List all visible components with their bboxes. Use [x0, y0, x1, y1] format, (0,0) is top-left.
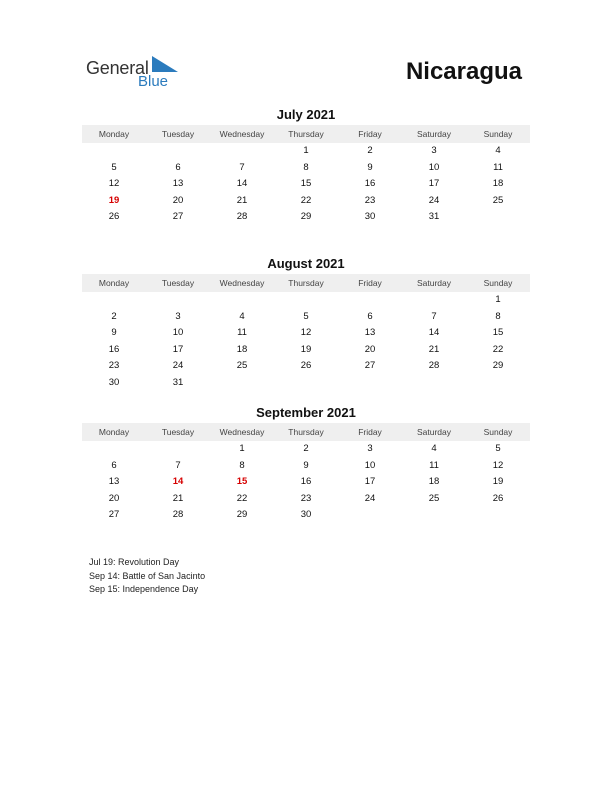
day-cell: 1 — [239, 443, 245, 454]
empty-day-cell — [146, 143, 210, 160]
day-cell: 8 — [303, 161, 309, 173]
day-cell: 6 — [367, 310, 373, 322]
week-row — [82, 375, 530, 392]
weekday-label: Wednesday — [219, 427, 265, 437]
week-row — [82, 193, 530, 210]
weekday-label: Sunday — [483, 129, 513, 139]
day-cell: 27 — [364, 360, 376, 371]
day-cell: 8 — [495, 310, 501, 322]
day-cell: 27 — [108, 509, 120, 520]
week-row — [82, 209, 530, 226]
day-cell: 3 — [367, 443, 373, 454]
holiday-day-cell: 14 — [172, 476, 184, 487]
day-cell: 23 — [108, 360, 120, 371]
week-row — [82, 491, 530, 508]
day-cell: 29 — [236, 509, 248, 520]
day-cell: 11 — [429, 459, 439, 471]
holiday-note: Jul 19: Revolution Day — [89, 557, 180, 567]
empty-day-cell — [82, 143, 146, 160]
weekday-header — [82, 125, 530, 143]
week-row — [82, 507, 530, 524]
weekday-label: Thursday — [288, 129, 324, 139]
day-cell: 29 — [300, 211, 312, 222]
day-cell: 2 — [367, 145, 373, 156]
day-cell: 18 — [492, 178, 504, 189]
month-grid — [82, 143, 530, 226]
empty-day-cell — [210, 143, 274, 160]
empty-day-cell — [82, 292, 146, 309]
empty-day-cell — [338, 375, 402, 392]
day-cell: 21 — [172, 492, 184, 504]
empty-day-cell — [466, 375, 530, 392]
day-cell: 16 — [108, 343, 120, 355]
weekday-label: Wednesday — [219, 129, 265, 139]
weekday-label: Monday — [98, 129, 130, 139]
logo-blue-text: Blue — [138, 73, 169, 90]
weekday-label: Sunday — [483, 427, 513, 437]
day-cell: 22 — [300, 194, 312, 206]
day-cell: 1 — [495, 294, 501, 305]
logo-flag-icon — [152, 56, 178, 72]
day-cell: 30 — [364, 211, 376, 222]
country-title: Nicaragua — [405, 58, 522, 85]
holiday-day-cell: 19 — [108, 194, 120, 206]
weekday-header — [82, 274, 530, 292]
month-title: September 2021 — [256, 405, 356, 420]
weekday-label: Friday — [358, 278, 382, 288]
empty-day-cell — [210, 292, 274, 309]
day-cell: 9 — [111, 327, 117, 338]
week-row — [82, 160, 530, 177]
day-cell: 13 — [364, 327, 376, 338]
empty-day-cell — [466, 209, 530, 226]
weekday-label: Tuesday — [161, 129, 195, 139]
month-grid — [82, 292, 530, 391]
day-cell: 19 — [300, 343, 312, 355]
day-cell: 9 — [367, 161, 373, 173]
day-cell: 7 — [239, 161, 245, 173]
weekday-label: Saturday — [416, 427, 452, 437]
day-cell: 26 — [108, 211, 120, 222]
week-row — [82, 441, 530, 458]
week-row — [82, 176, 530, 193]
day-cell: 20 — [172, 194, 184, 206]
weekday-label: Friday — [358, 129, 382, 139]
week-row — [82, 143, 530, 160]
day-cell: 10 — [172, 327, 184, 338]
day-cell: 27 — [172, 211, 184, 222]
day-cell: 25 — [428, 492, 440, 504]
empty-day-cell — [82, 441, 146, 458]
day-cell: 20 — [108, 492, 120, 504]
day-cell: 17 — [364, 476, 376, 487]
day-cell: 20 — [364, 343, 376, 355]
week-row — [82, 342, 530, 359]
empty-day-cell — [338, 507, 402, 524]
day-cell: 15 — [492, 327, 504, 338]
day-cell: 4 — [431, 443, 437, 454]
day-cell: 28 — [172, 509, 184, 520]
weekday-label: Thursday — [288, 278, 324, 288]
day-cell: 21 — [236, 194, 248, 206]
day-cell: 19 — [492, 476, 504, 487]
month-block-july — [82, 107, 530, 226]
day-cell: 24 — [364, 492, 376, 504]
day-cell: 18 — [428, 476, 440, 487]
day-cell: 25 — [492, 194, 504, 206]
day-cell: 31 — [428, 211, 440, 222]
day-cell: 30 — [108, 376, 120, 388]
weekday-label: Monday — [98, 278, 130, 288]
week-row — [82, 309, 530, 326]
day-cell: 31 — [172, 376, 184, 388]
empty-day-cell — [146, 441, 210, 458]
day-cell: 13 — [108, 476, 120, 487]
day-cell: 2 — [303, 443, 309, 454]
day-cell: 24 — [172, 360, 184, 371]
day-cell: 4 — [495, 145, 501, 156]
weekday-label: Saturday — [416, 129, 452, 139]
weekday-label: Saturday — [416, 278, 452, 288]
week-row — [82, 458, 530, 475]
day-cell: 21 — [428, 343, 440, 355]
day-cell: 23 — [364, 194, 376, 206]
generalblue-logo — [86, 56, 186, 92]
week-row — [82, 358, 530, 375]
weekday-label: Thursday — [288, 427, 324, 437]
month-title: August 2021 — [267, 256, 345, 271]
empty-day-cell — [274, 375, 338, 392]
month-block-september — [82, 405, 530, 524]
day-cell: 25 — [236, 360, 248, 371]
weekday-label: Sunday — [483, 278, 513, 288]
day-cell: 23 — [300, 492, 312, 504]
day-cell: 16 — [364, 178, 376, 189]
day-cell: 7 — [175, 459, 181, 471]
day-cell: 10 — [428, 161, 440, 173]
day-cell: 24 — [428, 194, 440, 206]
day-cell: 16 — [300, 476, 312, 487]
weekday-label: Tuesday — [161, 427, 195, 437]
day-cell: 6 — [111, 459, 117, 471]
day-cell: 3 — [175, 310, 181, 322]
weekday-label: Wednesday — [219, 278, 265, 288]
day-cell: 17 — [428, 178, 440, 189]
empty-day-cell — [210, 375, 274, 392]
day-cell: 11 — [493, 161, 503, 173]
holiday-day-cell: 15 — [236, 476, 248, 487]
empty-day-cell — [146, 292, 210, 309]
day-cell: 17 — [172, 343, 184, 355]
day-cell: 22 — [236, 492, 248, 504]
day-cell: 22 — [492, 343, 504, 355]
logo-general-text: General — [86, 58, 149, 78]
day-cell: 29 — [492, 360, 504, 371]
day-cell: 18 — [236, 343, 248, 355]
day-cell: 28 — [428, 360, 440, 371]
empty-day-cell — [402, 507, 466, 524]
weekday-label: Monday — [98, 427, 130, 437]
holiday-notes — [89, 556, 205, 597]
weekday-label: Tuesday — [161, 278, 195, 288]
empty-day-cell — [402, 292, 466, 309]
week-row — [82, 292, 530, 309]
day-cell: 1 — [303, 145, 309, 156]
day-cell: 2 — [111, 310, 117, 322]
day-cell: 7 — [431, 310, 437, 322]
day-cell: 4 — [239, 310, 245, 322]
day-cell: 6 — [175, 161, 181, 173]
day-cell: 15 — [300, 178, 312, 189]
weekday-header — [82, 423, 530, 441]
day-cell: 12 — [108, 178, 120, 189]
month-title: July 2021 — [276, 107, 336, 122]
day-cell: 9 — [303, 459, 309, 471]
day-cell: 26 — [300, 360, 312, 371]
empty-day-cell — [338, 292, 402, 309]
empty-day-cell — [466, 507, 530, 524]
weekday-label: Friday — [358, 427, 382, 437]
month-grid — [82, 441, 530, 524]
day-cell: 5 — [303, 310, 309, 322]
day-cell: 14 — [236, 178, 248, 189]
day-cell: 3 — [431, 145, 437, 156]
day-cell: 26 — [492, 492, 504, 504]
day-cell: 5 — [495, 443, 501, 454]
day-cell: 10 — [364, 459, 376, 471]
day-cell: 8 — [239, 459, 245, 471]
holiday-note: Sep 15: Independence Day — [89, 584, 199, 594]
day-cell: 5 — [111, 161, 117, 173]
day-cell: 11 — [237, 327, 247, 338]
day-cell: 12 — [300, 327, 312, 338]
empty-day-cell — [274, 292, 338, 309]
day-cell: 28 — [236, 211, 248, 222]
empty-day-cell — [402, 375, 466, 392]
day-cell: 14 — [428, 327, 440, 338]
week-row — [82, 325, 530, 342]
day-cell: 30 — [300, 509, 312, 520]
day-cell: 13 — [172, 178, 184, 189]
day-cell: 12 — [492, 459, 504, 471]
week-row — [82, 474, 530, 491]
holiday-note: Sep 14: Battle of San Jacinto — [89, 570, 206, 581]
month-block-august — [82, 256, 530, 391]
